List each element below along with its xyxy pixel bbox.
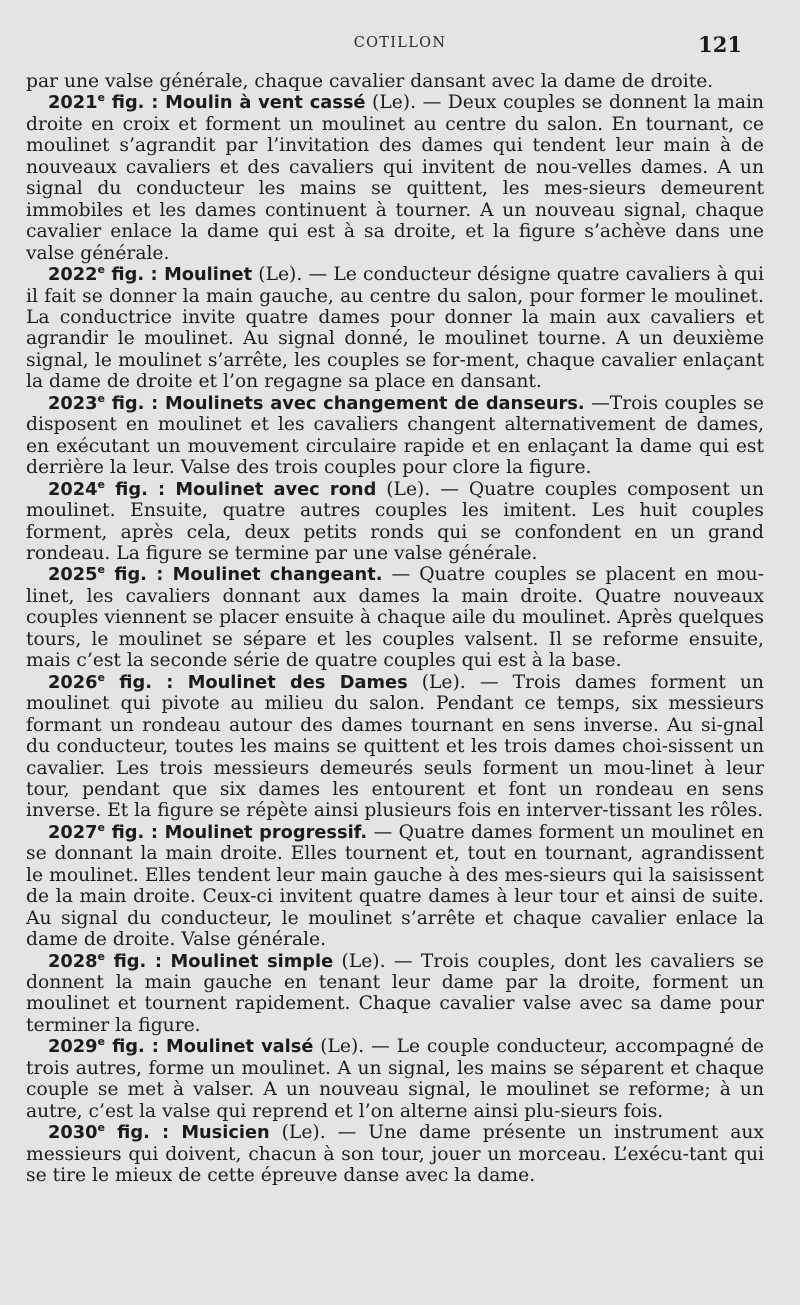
entry-fig-label: fig. : (119, 671, 174, 693)
entry-heading (48, 672, 408, 693)
entry-title: Moulinet changeant. (172, 564, 383, 586)
entry-2024 (26, 479, 764, 565)
entry-text: — Une dame présente un instrument aux messieurs qui doivent, chacun à son tour, jouer un morceau. L’exécu-tant qui se tire le mieux de cette épreuve danse avec la dame. (26, 1122, 764, 1187)
entry-2023 (26, 393, 764, 479)
entry-text: — Le conducteur désigne quatre cavaliers à qui il fait se donner la main gauche, au centre du salon, pour former le moulinet. La conductrice invite quatre dames pour donner la main aux cavaliers et agrandir le moulinet. Au signal donné, le moulinet tourne. A un deuxième signal, le moulinet s’arrête, les couples se for-ment, chaque cavalier enlaçant la dame de droite et l’on regagne sa place en dansant. (26, 264, 764, 393)
entry-fig-label: fig. : (111, 821, 158, 843)
entry-2026 (26, 672, 764, 822)
entry-2027 (26, 822, 764, 951)
entry-title: Musicien (181, 1122, 270, 1144)
entry-number-suffix: e (97, 563, 105, 577)
entry-gender: (Le). (372, 92, 417, 114)
entry-heading (48, 479, 376, 500)
entry-title: Moulinet avec rond (175, 478, 377, 500)
entry-number: 2025 (48, 564, 98, 586)
entry-title: Moulin à vent cassé (165, 92, 366, 114)
entry-text: — Trois couples, dont les cavaliers se donnent la main gauche en tenant leur dame par la droite, forment un moulinet et tournent rapidement. Chaque cavalier valse avec sa dame pour terminer la figure. (26, 950, 764, 1036)
entry-gender: (Le). (258, 264, 303, 286)
entry-text: — Deux couples se donnent la main droite en croix et forment un moulinet au centre du salon. En tournant, ce moulinet s’agrandit par l’invitation des dames qui tendent leur main à de nouveaux cavaliers et des cavaliers qui invitent de nou-velles dames. A un signal du conducteur les mains se quittent, les mes-sieurs demeurent immobiles et les dames continuent à tourner. A un nouveau signal, chaque cavalier enlace la dame qui est à sa droite, et la figure s’achève dans une valse générale. (26, 92, 764, 264)
entry-title: Moulinet valsé (166, 1036, 314, 1058)
entry-number: 2022 (48, 264, 98, 286)
entry-title: Moulinet simple (170, 950, 334, 972)
entry-fig-label: fig. : (115, 478, 166, 500)
entry-text: — Trois dames forment un moulinet qui pivote au milieu du salon. Pendant ce temps, six messieurs formant un rondeau autour des dames tournant en sens inverse. Au si-gnal du conducteur, toutes les mains se quittent et les trois dames choi-sissent un cavalier. Les trois messieurs demeurés seuls forment un mou-linet à leur tour, pendant que six dames les entourent et font un rondeau en sens inverse. Et la figure se répète ainsi plusieurs fois en interver-tissant les rôles. (26, 671, 764, 822)
entry-number-suffix: e (97, 1121, 105, 1135)
entry-text: — Le couple conducteur, accompagné de trois autres, forme un moulinet. A un signal, les mains se séparent et chaque couple se met à valser. A un nouveau signal, le moulinet se reforme; à un autre, c’est la valse qui reprend et l’on alterne ainsi plu-sieurs fois. (26, 1036, 764, 1122)
entry-heading (48, 564, 382, 585)
entry-heading (48, 1122, 270, 1143)
entry-2028 (26, 951, 764, 1037)
entry-title: Moulinet des Dames (187, 671, 408, 693)
entry-gender: (Le). (421, 671, 466, 693)
entry-number: 2030 (48, 1122, 98, 1144)
entry-heading (48, 393, 585, 414)
entry-text: —Trois couples se disposent en moulinet et les cavaliers changent alternativement de dames, en exécutant un mouvement circulaire rapide et en enlaçant la dame qui est derrière la leur. Valse des trois couples pour clore la figure. (26, 392, 764, 479)
entry-number: 2028 (48, 950, 98, 972)
entry-number-suffix: e (97, 91, 105, 105)
entry-text: — Quatre dames forment un moulinet en se donnant la main droite. Elles tournent et, tout en tournant, agrandissent le moulinet. Elles tendent leur main gauche à des mes-sieurs qui la saisissent de la main droite. Ceux-ci invitent quatre dames à leur tour et ainsi de suite. Au signal du conducteur, le moulinet s’arrête et chaque cavalier enlace la dame de droite. Valse générale. (26, 821, 764, 951)
entry-heading (48, 951, 333, 972)
entry-number: 2029 (48, 1036, 98, 1058)
running-head (0, 32, 800, 59)
entry-heading (48, 1036, 313, 1057)
entry-fig-label: fig. : (111, 392, 159, 414)
entry-heading (48, 822, 367, 843)
entry-gender: (Le). (281, 1122, 326, 1144)
entry-2025 (26, 564, 764, 671)
entry-gender: (Le). (320, 1036, 365, 1058)
entry-number-suffix: e (97, 670, 105, 684)
entry-2030 (26, 1122, 764, 1186)
entry-2029 (26, 1036, 764, 1122)
entry-number: 2021 (48, 92, 98, 114)
entry-2021 (26, 92, 764, 264)
page-number: 121 (698, 32, 742, 57)
entry-fig-label: fig. : (111, 264, 158, 286)
entry-text: — Quatre couples composent un moulinet. Ensuite, quatre autres couples les imitent. Les huit couples forment, après cela, deux petits ronds qui se confondent en un grand rondeau. La figure se termine par une valse générale. (26, 478, 764, 564)
entry-number-suffix: e (97, 820, 105, 834)
body-text (26, 71, 764, 1187)
opening-paragraph: par une valse générale, chaque cavalier dansant avec la dame de droite. (26, 71, 714, 92)
entry-title: Moulinet (164, 264, 253, 286)
entry-title: Moulinet progressif. (164, 821, 368, 843)
entry-fig-label: fig. : (113, 950, 162, 972)
entry-number: 2024 (48, 478, 98, 500)
entry-list (26, 92, 764, 1186)
entry-number: 2026 (48, 671, 98, 693)
entry-fig-label: fig. : (114, 564, 164, 586)
entry-number: 2027 (48, 821, 98, 843)
entry-heading (48, 92, 365, 113)
entry-title: Moulinets avec changement de danseurs. (164, 392, 585, 414)
entry-number: 2023 (48, 392, 98, 414)
entry-gender: (Le). (341, 950, 386, 972)
entry-gender: (Le). (386, 478, 431, 500)
entry-fig-label: fig. : (117, 1122, 170, 1144)
entry-text: — Quatre couples se placent en mou-linet, les cavaliers donnant aux dames la main droite. Quatre nouveaux couples viennent se placer ensuite à chaque aile du moulinet. Après quelques tours, le moulinet se sépare et les couples valsent. Il se reforme ensuite, mais c’est la seconde série de quatre couples qui est à la base. (26, 564, 764, 672)
entry-number-suffix: e (97, 477, 105, 491)
entry-heading (48, 264, 252, 285)
entry-number-suffix: e (97, 1035, 105, 1049)
entry-number-suffix: e (97, 263, 105, 277)
entry-2022 (26, 264, 764, 393)
entry-fig-label: fig. : (111, 92, 159, 114)
entry-fig-label: fig. : (112, 1036, 159, 1058)
entry-number-suffix: e (97, 391, 105, 405)
running-title: COTILLON (353, 35, 447, 51)
entry-number-suffix: e (97, 949, 105, 963)
